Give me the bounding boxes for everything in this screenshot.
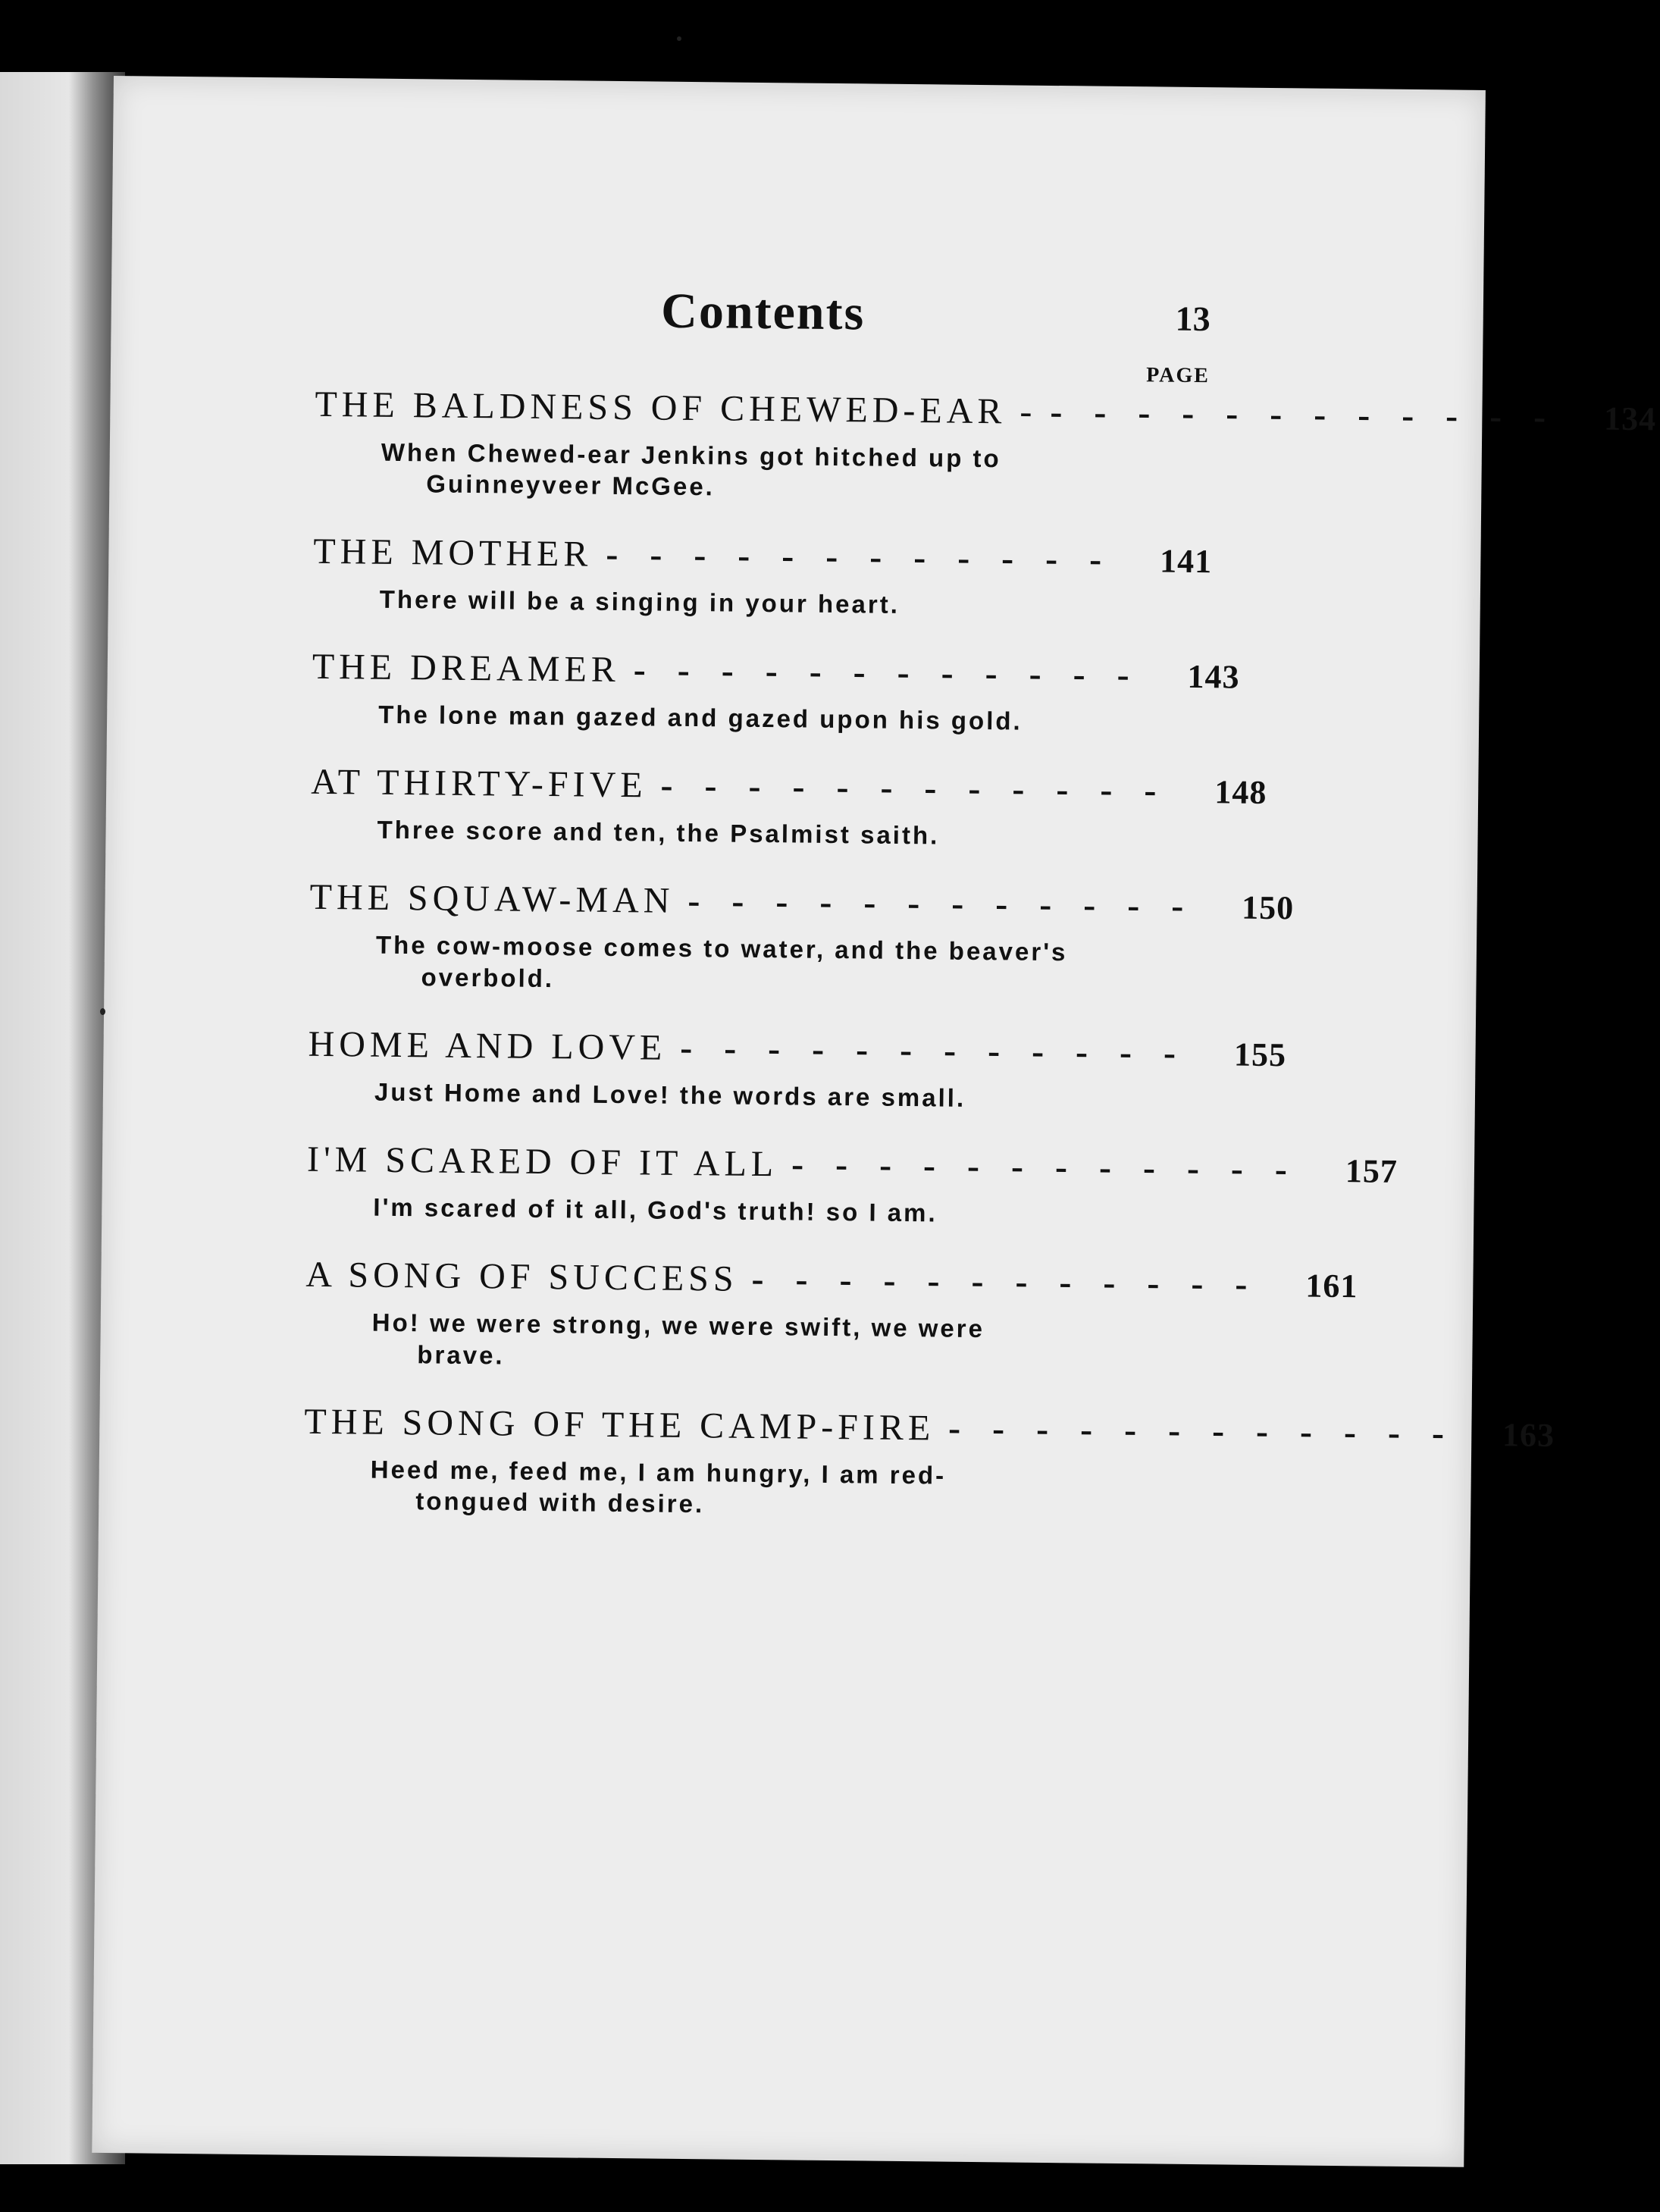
toc-entry <box>305 1254 1358 1378</box>
toc-entry <box>309 876 1295 1001</box>
dot-leader: ------------ <box>791 1144 1320 1190</box>
entry-description: When Chewed-ear Jenkins got hitched up to Guinneyveer McGee. <box>381 437 1001 501</box>
entry-description: I'm scared of it all, God's truth! so I am. <box>373 1192 938 1227</box>
entry-description: The lone man gazed and gazed upon his gold. <box>378 700 1023 735</box>
entry-title: I'M SCARED OF IT ALL <box>306 1139 778 1185</box>
entry-title: THE BALDNESS OF CHEWED-EAR - <box>315 384 1037 432</box>
toc-entry <box>312 646 1240 739</box>
entry-description: The cow-moose comes to water, and the beaver's overbold. <box>375 930 1068 992</box>
page-number: 13 <box>1175 299 1211 339</box>
entry-page-number: 161 <box>1305 1267 1358 1305</box>
toc-entry <box>310 761 1267 854</box>
toc-entry <box>306 1139 1398 1232</box>
entry-title: THE SQUAW-MAN <box>309 877 675 922</box>
toc-entry <box>303 1400 1555 1524</box>
entry-description: Heed me, feed me, I am hungry, I am red- tongued with desire. <box>370 1455 947 1518</box>
contents-list <box>303 279 1657 1557</box>
ink-speck <box>100 1008 105 1015</box>
toc-entry <box>313 530 1213 623</box>
entry-description: Just Home and Love! the words are small. <box>374 1077 966 1112</box>
entry-page-number: 134 <box>1603 399 1657 438</box>
entry-description: Ho! we were strong, we were swift, we were brave. <box>371 1308 985 1369</box>
dot-leader: ------------ <box>633 649 1161 696</box>
entry-title: A SONG OF SUCCESS <box>305 1254 738 1299</box>
page-header <box>315 279 1211 371</box>
entry-title: THE MOTHER <box>313 531 593 575</box>
entry-title: THE DREAMER <box>312 646 621 690</box>
entry-page-number: 148 <box>1214 773 1267 811</box>
toc-entry <box>308 1023 1287 1117</box>
entry-page-number: 155 <box>1233 1036 1287 1074</box>
dot-leader: ------------ <box>679 1027 1208 1073</box>
entry-page-number: 141 <box>1159 541 1213 580</box>
entry-description: Three score and ten, the Psalmist saith. <box>377 815 940 850</box>
entry-title: HOME AND LOVE <box>308 1023 667 1068</box>
entry-page-number: 143 <box>1187 657 1240 696</box>
dot-leader: ------------ <box>1050 391 1578 438</box>
dot-leader: ------------ <box>687 881 1216 927</box>
entry-title: AT THIRTY-FIVE <box>310 761 647 806</box>
dot-leader: ------------ <box>751 1259 1279 1305</box>
page-column-label: PAGE <box>1146 363 1211 388</box>
entry-title: THE SONG OF THE CAMP-FIRE <box>304 1401 935 1449</box>
entry-description: There will be a singing in your heart. <box>379 584 900 619</box>
page-title: Contents <box>660 283 866 341</box>
toc-entry <box>314 384 1657 508</box>
book-page <box>92 76 1657 2167</box>
dot-leader: ------------ <box>947 1408 1477 1454</box>
entry-page-number: 157 <box>1345 1152 1398 1190</box>
ink-speck <box>677 36 681 41</box>
entry-page-number: 150 <box>1241 888 1295 927</box>
dot-leader: ------------ <box>606 534 1134 580</box>
dot-leader: ------------ <box>660 765 1189 811</box>
entry-page-number: 163 <box>1502 1416 1555 1454</box>
